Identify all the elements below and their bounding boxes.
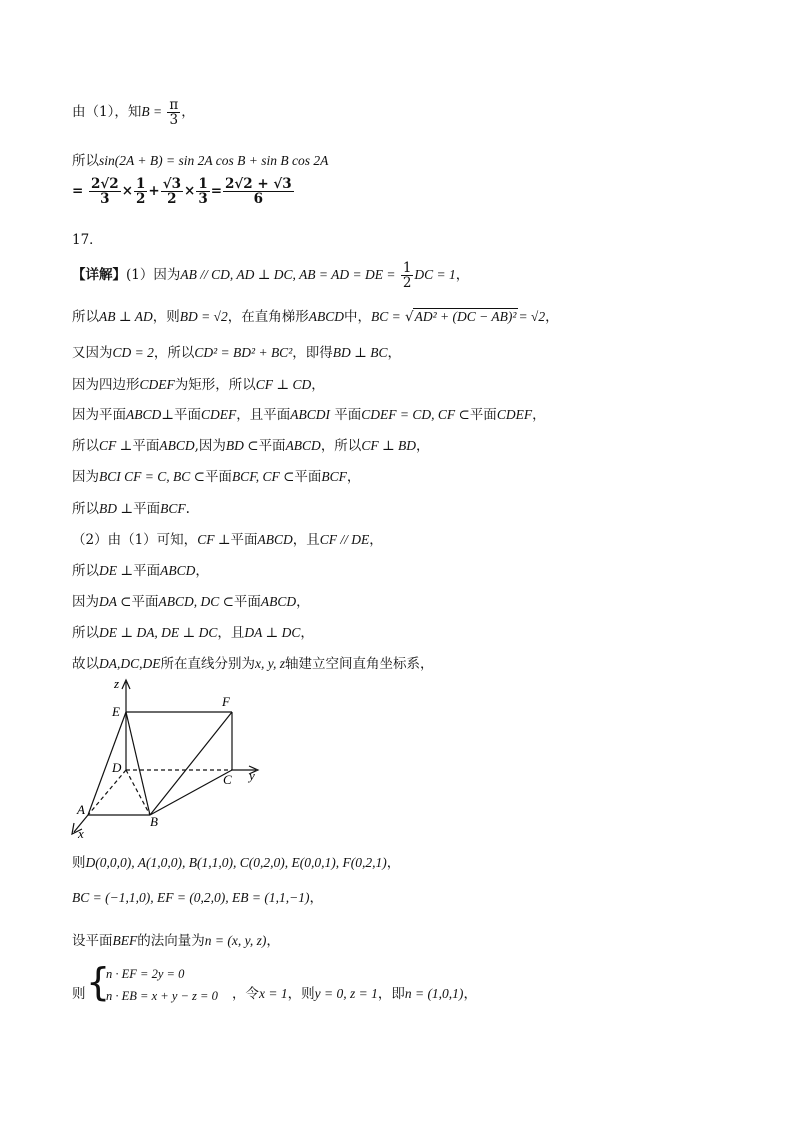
line-s1 xyxy=(72,261,469,290)
line-p4 xyxy=(72,590,310,610)
text: ， xyxy=(266,933,280,949)
math: CDEF xyxy=(496,407,533,422)
text: 又因为 xyxy=(72,345,113,361)
denominator: 6 xyxy=(253,191,264,208)
line-normal xyxy=(72,929,280,949)
math: ABCDI xyxy=(290,407,330,422)
text: 所以 xyxy=(72,501,99,517)
text: 故以 xyxy=(72,656,99,672)
brace: { xyxy=(86,960,111,1004)
text: 所以 xyxy=(72,563,99,579)
math: ABCD xyxy=(308,309,344,324)
numerator: √3 xyxy=(162,176,181,192)
text: 为矩形，所以 xyxy=(174,377,256,393)
numerator: π xyxy=(169,97,179,113)
text: 所在直线分别为 xyxy=(160,656,255,672)
text: = xyxy=(72,183,84,200)
fraction xyxy=(167,98,180,127)
edge-EB xyxy=(126,712,150,815)
math: BCI CF = C, BC ⊂ xyxy=(99,469,205,484)
text: ， xyxy=(532,407,546,423)
text: 设平面 xyxy=(72,933,113,949)
label-D: D xyxy=(112,760,122,775)
math: ABCD xyxy=(159,438,195,453)
line-s3 xyxy=(72,341,401,361)
text: ，则 xyxy=(287,986,315,1002)
math: CDEF xyxy=(200,407,237,422)
text: 的法向量为 xyxy=(137,933,205,949)
system-tail xyxy=(232,982,477,1002)
math: ABCD xyxy=(260,594,297,609)
label-A: A xyxy=(77,802,85,817)
math: BCF xyxy=(321,469,347,484)
text: 因为四边形 xyxy=(72,377,140,393)
text: ， xyxy=(545,309,559,325)
math: B = xyxy=(141,104,163,120)
line-vectors xyxy=(72,886,323,906)
sqrt-radicand: AD² + (DC − AB)² xyxy=(414,309,517,324)
text: ，即得 xyxy=(292,345,333,361)
math: ABCD xyxy=(126,407,162,422)
numerator: 2√2 xyxy=(91,176,119,192)
text: ，令 xyxy=(232,986,259,1002)
text: 则 xyxy=(72,855,86,871)
text: ， xyxy=(463,986,477,1002)
text: = xyxy=(210,183,223,200)
line-p2 xyxy=(72,528,383,548)
text: ， xyxy=(369,532,383,548)
math: ABCD, DC ⊂ xyxy=(158,594,234,609)
text: 平面 xyxy=(131,594,159,610)
line-s5 xyxy=(72,403,546,423)
line-s2: 所以AB ⊥ AD，则BD = √2，在直角梯形ABCD中，BC = √AD² + (DC − AB)² = √2， xyxy=(72,309,559,325)
denominator: 3 xyxy=(198,191,208,208)
edge-BF xyxy=(150,712,232,815)
math: DA,DC,DE xyxy=(99,656,161,671)
text: × xyxy=(121,183,133,200)
equation-1: n · EF = 2y = 0 xyxy=(106,967,185,981)
text: 平面 xyxy=(334,407,362,423)
text: ， xyxy=(296,594,310,610)
fraction xyxy=(161,177,183,206)
label-x: x xyxy=(78,826,84,841)
text: ，所以 xyxy=(153,345,195,361)
math: x, y, z xyxy=(255,656,285,671)
text: ， xyxy=(455,267,470,284)
text: 因为平面 xyxy=(72,407,126,423)
text: . xyxy=(185,501,190,517)
text: ⊥平面 xyxy=(161,407,201,423)
label-E: E xyxy=(112,704,120,719)
math: BC = xyxy=(370,309,401,324)
text: 平面 xyxy=(133,563,161,579)
denominator: 3 xyxy=(100,191,110,208)
text: 因为 xyxy=(72,469,99,485)
text: ， xyxy=(195,563,209,579)
math: CF ⊥ BD xyxy=(361,438,417,453)
text: ,因为 xyxy=(194,438,226,454)
text: ， xyxy=(416,438,430,454)
text: 中， xyxy=(343,309,371,325)
text: ， xyxy=(387,345,401,361)
math: ABCD xyxy=(160,563,196,578)
text: ，即 xyxy=(377,986,405,1002)
math: DA ⊥ DC xyxy=(244,625,301,640)
text: ， xyxy=(311,377,325,393)
line-2 xyxy=(72,149,328,169)
line-p5 xyxy=(72,621,314,641)
numerator: 2√2 + √3 xyxy=(225,176,292,192)
question-number xyxy=(72,228,103,248)
text: (1）因为 xyxy=(126,267,181,284)
math: DC = 1 xyxy=(414,267,456,283)
math: CF ⊥ xyxy=(197,532,231,547)
text: ，且 xyxy=(217,625,245,641)
math: DE ⊥ DA, DE ⊥ DC xyxy=(99,625,218,640)
math: n = (1,0,1) xyxy=(404,986,464,1001)
label-B: B xyxy=(150,814,158,829)
geometry-figure xyxy=(62,672,292,842)
denominator: 2 xyxy=(167,191,177,208)
line-3 xyxy=(72,177,295,206)
text: × xyxy=(184,183,196,200)
text: ，则 xyxy=(152,309,180,325)
text: （2）由（1）可知， xyxy=(72,532,198,548)
fraction xyxy=(134,177,147,206)
text: 所以 xyxy=(72,153,99,169)
text: ，所以 xyxy=(320,438,362,454)
math: CDEF xyxy=(139,377,175,392)
text: ， xyxy=(346,469,361,485)
text: 平面 xyxy=(294,469,322,485)
text: 平面 xyxy=(204,469,232,485)
label-y: y xyxy=(249,768,255,783)
text: 所以 xyxy=(72,438,99,454)
line-s4 xyxy=(72,373,325,393)
detail-tag: 【详解】 xyxy=(72,267,126,284)
numerator: 1 xyxy=(402,260,412,276)
text: 17． xyxy=(72,232,103,248)
text: + xyxy=(148,183,160,200)
math: BCF xyxy=(160,501,186,516)
denominator: 2 xyxy=(402,275,412,292)
math: AB ⊥ AD xyxy=(99,309,153,324)
denominator: 3 xyxy=(169,112,179,129)
math: CF // DE xyxy=(319,532,370,547)
math: x = 1 xyxy=(259,986,288,1001)
text: ， xyxy=(386,855,401,871)
text: ，在直角梯形 xyxy=(227,309,309,325)
text: 平面 xyxy=(233,594,261,610)
math: y = 0, z = 1 xyxy=(314,986,378,1001)
text: 轴建立空间直角坐标系， xyxy=(285,656,434,672)
label-z: z xyxy=(114,676,120,691)
text: 由（1），知 xyxy=(72,104,142,121)
math: CD² = BD² + BC² xyxy=(194,345,293,360)
text: 所以 xyxy=(72,309,99,325)
text: ，且 xyxy=(292,532,320,548)
math: DA ⊂ xyxy=(99,594,132,609)
line-s6 xyxy=(72,434,430,454)
text: 平面 xyxy=(230,532,258,548)
text: 平面 xyxy=(258,438,286,454)
math: BD ⊂ xyxy=(225,438,259,453)
math: CDEF = CD, CF ⊂ xyxy=(361,407,470,422)
line-1 xyxy=(72,98,195,127)
math: n = (x, y, z) xyxy=(204,933,267,948)
line-p6 xyxy=(72,652,434,672)
text: 所以 xyxy=(72,625,99,641)
fraction xyxy=(196,177,209,206)
text: 平面 xyxy=(133,501,161,517)
math: BD ⊥ BC xyxy=(332,345,388,360)
math: BEF xyxy=(112,933,138,948)
math: AB // CD, AD ⊥ DC, AB = AD = DE = xyxy=(180,267,396,283)
denominator: 2 xyxy=(136,191,146,208)
edge-BC xyxy=(150,770,232,815)
math: ABCD xyxy=(257,532,293,547)
text: 因为 xyxy=(72,594,99,610)
fraction xyxy=(401,261,414,290)
line-s7 xyxy=(72,465,360,485)
math: BD = √2 xyxy=(179,309,228,324)
x-axis-hidden xyxy=(88,770,126,815)
math: CF ⊥ CD xyxy=(255,377,312,392)
text: 则 xyxy=(72,986,86,1002)
line-s8 xyxy=(72,497,190,517)
line-p3 xyxy=(72,559,209,579)
math: ABCD xyxy=(285,438,321,453)
math: DE ⊥ xyxy=(99,563,134,578)
text: ，且平面 xyxy=(236,407,291,423)
text: 平面 xyxy=(132,438,160,454)
numerator: 1 xyxy=(198,176,208,192)
text: ， xyxy=(309,890,324,906)
math: CD = 2 xyxy=(112,345,154,360)
math: sin(2A + B) = sin 2A cos B + sin B cos 2A xyxy=(99,153,329,168)
math: D(0,0,0), A(1,0,0), B(1,1,0), C(0,2,0), E(0,0,1), F(0,2,1) xyxy=(85,855,387,870)
math: = √2 xyxy=(518,309,546,324)
label-C: C xyxy=(223,772,232,787)
fraction xyxy=(89,177,121,206)
edge-DB xyxy=(126,770,150,815)
equation-2: n · EB = x + y − z = 0 xyxy=(106,989,218,1003)
text: ， xyxy=(300,625,314,641)
fraction xyxy=(223,177,294,206)
numerator: 1 xyxy=(136,176,146,192)
label-F: F xyxy=(222,694,230,709)
math: BD ⊥ xyxy=(99,501,134,516)
math: CF ⊥ xyxy=(99,438,133,453)
line-coords xyxy=(72,851,400,871)
math: BCF, CF ⊂ xyxy=(231,469,295,484)
math: BC = (−1,1,0), EF = (0,2,0), EB = (1,1,−1) xyxy=(72,890,310,905)
text: ， xyxy=(181,104,195,121)
text: 平面 xyxy=(469,407,497,423)
